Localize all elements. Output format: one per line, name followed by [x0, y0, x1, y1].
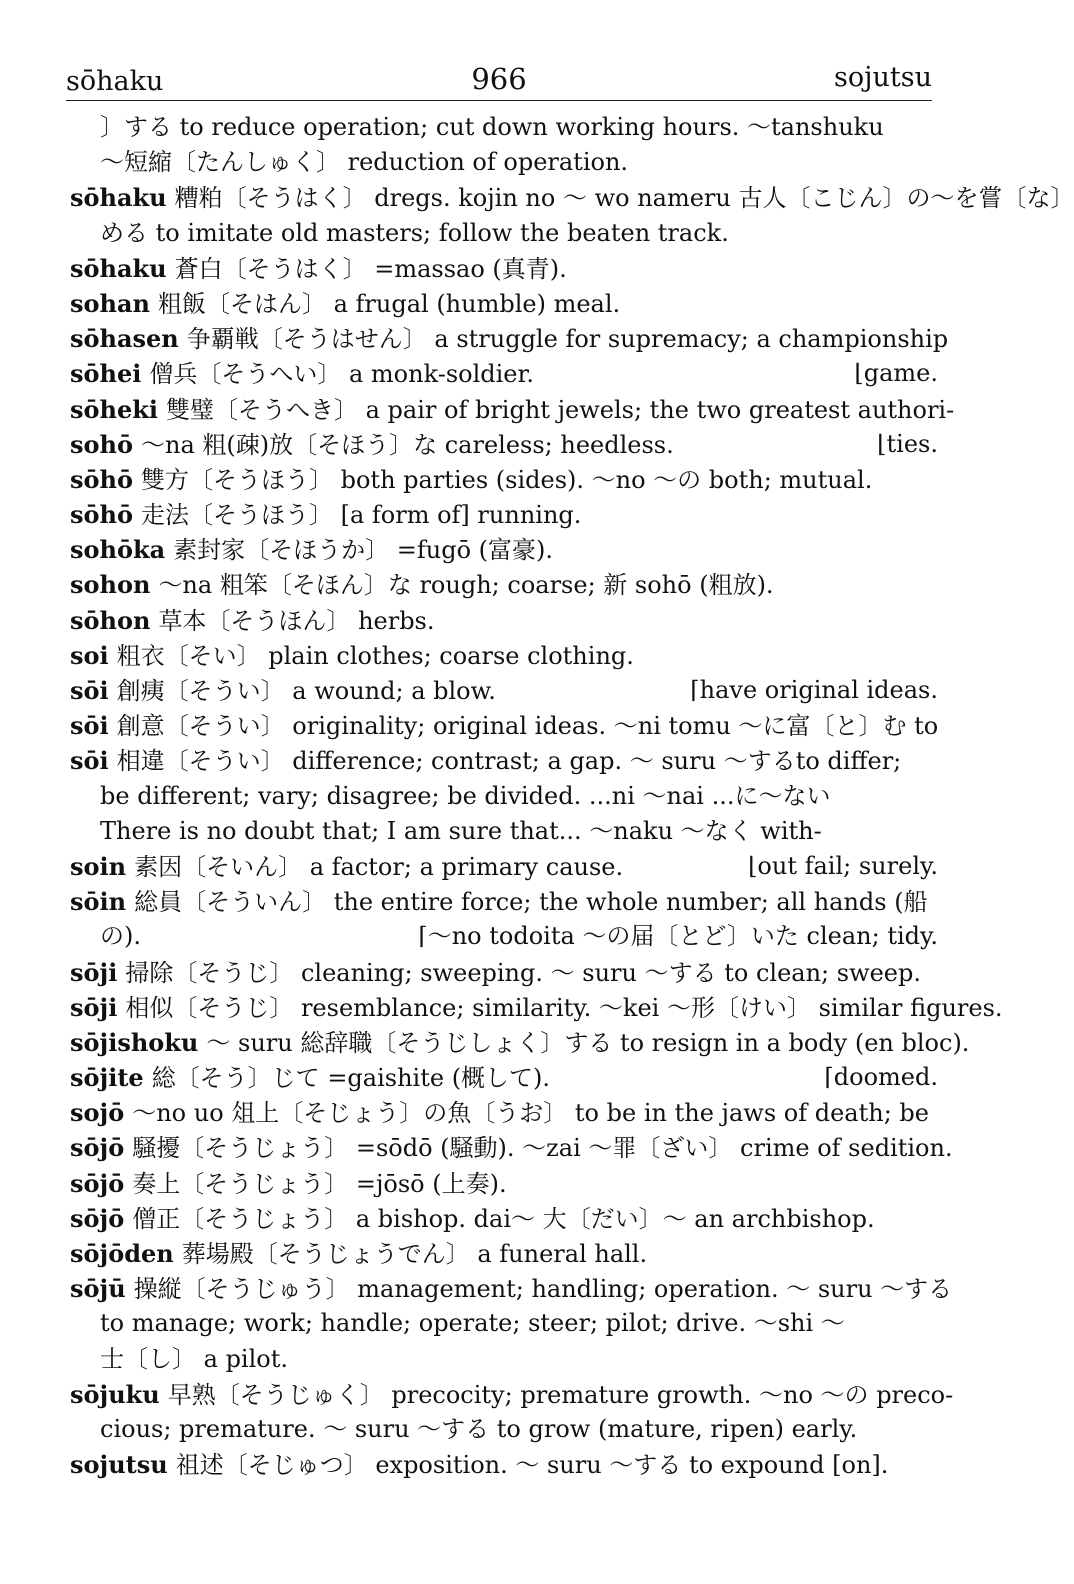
definition-text: 早熟〔そうじゅく〕 precocity; premature growth. ～no ～の preco-	[167, 1380, 954, 1409]
headword: sojutsu	[70, 1450, 168, 1480]
definition-text: 創痍〔そうい〕 a wound; a blow.	[116, 677, 496, 705]
definition-text: 相違〔そうい〕 difference; contrast; a gap. ～ suru ～するto differ;	[116, 747, 902, 776]
entry-line	[70, 1130, 953, 1165]
entry-line	[70, 180, 1074, 215]
entry-line	[70, 1060, 942, 1095]
entry-line	[70, 638, 942, 673]
definition-text: ～no uo 俎上〔そじょう〕の魚〔うお〕 to be in the jaws of death; be	[132, 1099, 929, 1128]
entry-line	[70, 919, 942, 954]
headword: sōi	[70, 676, 109, 705]
definition-text: 糟粕〔そうはく〕 dregs. kojin no ～ wo nameru 古人〔こじん〕の～を嘗〔な〕	[174, 184, 1074, 213]
entry-line	[70, 251, 942, 286]
definition-text: 走法〔そうほう〕 [a form of] running.	[140, 501, 582, 530]
headword: sōi	[70, 746, 109, 776]
headword: sōhaku	[70, 183, 167, 213]
entry-line	[70, 1412, 942, 1447]
definition-text: 掃除〔そうじ〕 cleaning; sweeping. ～ suru ～する to clean; sweep.	[125, 958, 922, 987]
headword: sohōka	[70, 535, 166, 565]
definition-text: ～短縮〔たんしゅく〕 reduction of operation.	[100, 148, 629, 177]
headword: sōjō	[70, 1133, 125, 1163]
headword: sōjuku	[70, 1379, 160, 1409]
headword: sōhaku	[70, 253, 167, 283]
entry-line	[70, 216, 942, 251]
headword: sōhō	[70, 464, 133, 494]
entry-line	[70, 1447, 942, 1482]
headword: sōhō	[70, 500, 133, 530]
definition-text: ～na 粗(疎)放〔そほう〕な careless; heedless.	[140, 430, 674, 459]
definition-text: 相似〔そうじ〕 resemblance; similarity. ～kei ～形〔けい〕 similar figures.	[125, 993, 1003, 1022]
headword: sohō	[70, 429, 133, 459]
entry-line	[70, 1166, 942, 1201]
continuation-text: ⌊game.	[854, 359, 938, 388]
headword: sōhon	[70, 605, 151, 635]
headword: sōi	[70, 711, 109, 741]
continuation-text: ⌊ties.	[877, 429, 938, 458]
headword: sohan	[70, 288, 150, 318]
definition-text: 雙方〔そうほう〕 both parties (sides). ～no ～の both; mutual.	[140, 465, 873, 494]
headword: sōji	[70, 992, 118, 1022]
page-header	[66, 60, 932, 101]
dictionary-entries	[70, 110, 1074, 1482]
entry-line	[70, 392, 955, 427]
definition-text: 草本〔そうほん〕 herbs.	[158, 606, 435, 635]
definition-text: 粗衣〔そい〕 plain clothes; coarse clothing.	[116, 641, 634, 670]
entry-line	[70, 990, 1003, 1025]
definition-text: 操縦〔そうじゅう〕 management; handling; operation. ～ suru ～する	[133, 1275, 953, 1304]
definition-text: 僧兵〔そうへい〕 a monk-soldier.	[149, 360, 534, 389]
entry-line	[70, 110, 942, 145]
entry-line	[70, 145, 942, 180]
entry-line	[70, 884, 942, 919]
entry-line	[70, 1342, 942, 1377]
entry-line	[70, 1025, 970, 1060]
definition-text: 蒼白〔そうはく〕 =massao (真青).	[174, 254, 567, 283]
entry-line	[70, 356, 942, 391]
entry-line	[70, 849, 942, 884]
definition-text: 士〔し〕 a pilot.	[100, 1344, 289, 1373]
headword: sojō	[70, 1098, 125, 1128]
headword: sōji	[70, 957, 118, 987]
headword: sōhasen	[70, 324, 179, 354]
definition-text: ～ suru 総辞職〔そうじしょく〕する to resign in a body (en bloc).	[206, 1028, 970, 1057]
headword: sohon	[70, 570, 151, 600]
definition-text: 素因〔そいん〕 a factor; a primary cause.	[134, 852, 624, 881]
entry-line	[70, 1095, 942, 1130]
entry-line	[70, 1201, 942, 1236]
definition-text: 葬場殿〔そうじょうでん〕 a funeral hall.	[181, 1240, 648, 1268]
header-left-word: sōhaku	[66, 66, 164, 97]
headword: sōjū	[70, 1274, 126, 1304]
definition-text: to manage; work; handle; operate; steer; pilot; drive. ～shi ～	[100, 1309, 845, 1338]
definition-text: There is no doubt that; I am sure that... ～naku ～なく with-	[100, 816, 822, 845]
entry-line	[70, 427, 942, 462]
headword: sōjite	[70, 1063, 144, 1093]
entry-line	[70, 814, 942, 849]
entry-line	[70, 1271, 953, 1306]
definition-text: 祖述〔そじゅつ〕 exposition. ～ suru ～する to expound [on].	[175, 1451, 889, 1480]
headword: sōjō	[70, 1203, 125, 1233]
headword: sōjō	[70, 1168, 125, 1198]
headword: sōin	[70, 887, 127, 917]
entry-line	[70, 743, 942, 778]
definition-text: 僧正〔そうじょう〕 a bishop. dai～ 大〔だい〕～ an archbishop.	[132, 1204, 875, 1233]
entry-line	[70, 321, 949, 356]
entry-line	[70, 1236, 942, 1271]
headword: soin	[70, 851, 127, 881]
entry-line	[70, 497, 942, 532]
definition-text: ～na 粗笨〔そほん〕な rough; coarse; 新 sohō (粗放).	[158, 571, 774, 600]
definition-text: be different; vary; disagree; be divided. ...ni ～nai ...に～ない	[100, 781, 831, 810]
definition-text: 粗飯〔そはん〕 a frugal (humble) meal.	[157, 289, 621, 318]
definition-text: 総〔そう〕じて =gaishite (概して).	[151, 1064, 551, 1093]
page-number: 966	[471, 62, 527, 96]
header-right-word: sojutsu	[834, 62, 932, 93]
entry-line	[70, 567, 942, 602]
definition-text: 総員〔そういん〕 the entire force; the whole number; all hands (船	[134, 888, 928, 917]
entry-line	[70, 779, 942, 814]
headword: sōhei	[70, 359, 142, 389]
headword: sōjishoku	[70, 1027, 199, 1057]
entry-line	[70, 1306, 942, 1341]
definition-text: の).	[100, 922, 141, 951]
definition-text: 騒擾〔そうじょう〕 =sōdō (騒動). ～zai ～罪〔ざい〕 crime of sedition.	[132, 1134, 953, 1163]
continuation-text: ⌈～no todoita ～の届〔とど〕いた clean; tidy.	[418, 922, 938, 951]
continuation-text: ⌈have original ideas.	[690, 676, 938, 704]
entry-line	[70, 603, 942, 638]
definition-text: 素封家〔そほうか〕 =fugō (富豪).	[173, 536, 554, 565]
definition-text: cious; premature. ～ suru ～する to grow (mature, ripen) early.	[100, 1414, 858, 1443]
definition-text: 創意〔そうい〕 originality; original ideas. ～ni tomu ～に富〔と〕む to	[116, 712, 939, 741]
definition-text: 争覇戦〔そうはせん〕 a struggle for supremacy; a championship	[186, 325, 949, 354]
definition-text: 雙璧〔そうへき〕 a pair of bright jewels; the two greatest authori-	[165, 395, 955, 424]
headword: soi	[70, 640, 109, 670]
entry-line	[70, 708, 942, 743]
definition-text: める to imitate old masters; follow the beaten track.	[100, 218, 729, 247]
entry-line	[70, 955, 942, 990]
entry-line	[70, 462, 942, 497]
continuation-text: ⌊out fail; surely.	[748, 851, 938, 880]
entry-line	[70, 286, 942, 321]
entry-line	[70, 673, 942, 708]
entry-line	[70, 1377, 954, 1412]
entry-line	[70, 532, 942, 567]
headword: sōheki	[70, 394, 158, 424]
definition-text: 〕する to reduce operation; cut down working hours. ～tanshuku	[100, 113, 884, 141]
definition-text: 奏上〔そうじょう〕 =jōsō (上奏).	[132, 1169, 507, 1198]
headword: sōjōden	[70, 1239, 174, 1268]
continuation-text: ⌈doomed.	[824, 1063, 938, 1092]
